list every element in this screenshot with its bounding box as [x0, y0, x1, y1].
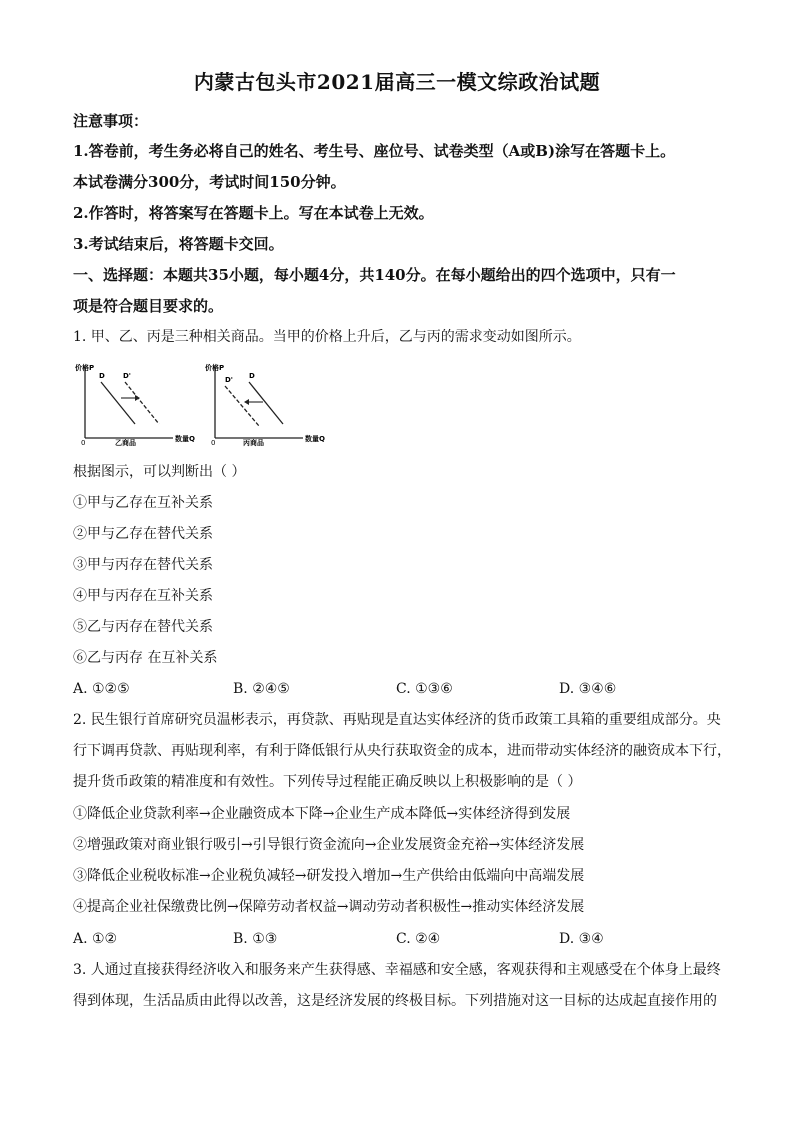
- q1-option-b[interactable]: B. ②④⑤: [233, 681, 290, 697]
- section-heading-line-2: 项是符合题目要求的。: [73, 297, 224, 315]
- left-origin: 0: [81, 439, 86, 447]
- notice-item-1: 1.答卷前，考生务必将自己的姓名、考生号、座位号、试卷类型（A或B)涂写在答题卡上。: [73, 142, 676, 160]
- left-caption: 乙商品: [115, 439, 136, 447]
- q1-option-a[interactable]: A. ①②⑤: [73, 681, 130, 697]
- q2-stem-line-1: 2. 民生银行首席研究员温彬表示，再贷款、再贴现是直达实体经济的货币政策工具箱的重要组成部分。央: [73, 712, 721, 728]
- left-d2-label: D': [123, 372, 131, 380]
- q1-statement-4: ④甲与丙存在互补关系: [73, 588, 213, 604]
- q1-option-c[interactable]: C. ①③⑥: [396, 681, 453, 697]
- page-title: 内蒙古包头市2021届高三一模文综政治试题: [193, 70, 601, 94]
- q1-option-d[interactable]: D. ③④⑥: [559, 681, 617, 697]
- q2-stem-line-2: 行下调再贷款、再贴现利率，有利于降低银行从央行获取资金的成本，进而带动实体经济的融资成本下行，: [73, 743, 731, 759]
- q1-stem: 1. 甲、乙、丙是三种相关商品。当甲的价格上升后，乙与丙的需求变动如图所示。: [73, 329, 581, 345]
- notice-item-3: 3.考试结束后，将答题卡交回。: [73, 235, 284, 253]
- right-origin: 0: [211, 439, 216, 447]
- q1-figure-right: [203, 358, 333, 452]
- right-d-label: D: [249, 372, 255, 380]
- q1-statement-6: ⑥乙与丙存 在互补关系: [73, 650, 218, 666]
- section-heading-line-1: 一、选择题：本题共35小题，每小题4分，共140分。在每小题给出的四个选项中，只有一: [73, 266, 676, 284]
- right-d2-label: D': [225, 376, 233, 384]
- q3-stem-line-1: 3. 人通过直接获得经济收入和服务来产生获得感、幸福感和安全感，客观获得和主观感受在个体身上最终: [73, 962, 721, 978]
- left-qty-label: 数量Q: [175, 435, 195, 443]
- right-qty-label: 数量Q: [305, 435, 325, 443]
- q2-option-b[interactable]: B. ①③: [233, 931, 278, 947]
- right-price-label: 价格P: [205, 364, 225, 372]
- q2-statement-3: ③降低企业税收标准→企业税负减轻→研发投入增加→生产供给由低端向中高端发展: [73, 868, 585, 884]
- q1-statement-5: ⑤乙与丙存在替代关系: [73, 619, 213, 635]
- left-arrow-icon: [244, 399, 249, 405]
- q2-option-a[interactable]: A. ①②: [73, 931, 118, 947]
- notice-item-2: 2.作答时，将答案写在答题卡上。写在本试卷上无效。: [73, 204, 434, 222]
- q2-option-c[interactable]: C. ②④: [396, 931, 441, 947]
- q2-option-d[interactable]: D. ③④: [559, 931, 604, 947]
- right-demand-curve: [249, 382, 283, 424]
- q2-statement-1: ①降低企业贷款利率→企业融资成本下降→企业生产成本降低→实体经济得到发展: [73, 806, 571, 822]
- q2-statement-2: ②增强政策对商业银行吸引→引导银行资金流向→企业发展资金充裕→实体经济发展: [73, 837, 585, 853]
- q2-statement-4: ④提高企业社保缴费比例→保障劳动者权益→调动劳动者积极性→推动实体经济发展: [73, 899, 585, 915]
- q1-statement-1: ①甲与乙存在互补关系: [73, 495, 213, 511]
- notice-heading: 注意事项：: [73, 112, 149, 130]
- q1-statement-2: ②甲与乙存在替代关系: [73, 526, 213, 542]
- notice-item-1-cont: 本试卷满分300分，考试时间150分钟。: [73, 173, 346, 191]
- q3-stem-line-2: 得到体现，生活品质由此得以改善，这是经济发展的终极目标。下列措施对这一目标的达成起直接作用的: [73, 993, 717, 1009]
- right-shifted-demand-curve: [225, 386, 259, 426]
- right-caption: 丙商品: [243, 439, 264, 447]
- left-d-label: D: [99, 372, 105, 380]
- left-price-label: 价格P: [75, 364, 95, 372]
- q2-stem-line-3: 提升货币政策的精准度和有效性。下列传导过程能正确反映以上积极影响的是（ ）: [73, 774, 582, 790]
- q1-ask: 根据图示，可以判断出（ ）: [73, 464, 246, 480]
- right-arrow-icon: [135, 395, 140, 401]
- q1-statement-3: ③甲与丙存在替代关系: [73, 557, 213, 573]
- q1-figure-left: [73, 358, 203, 452]
